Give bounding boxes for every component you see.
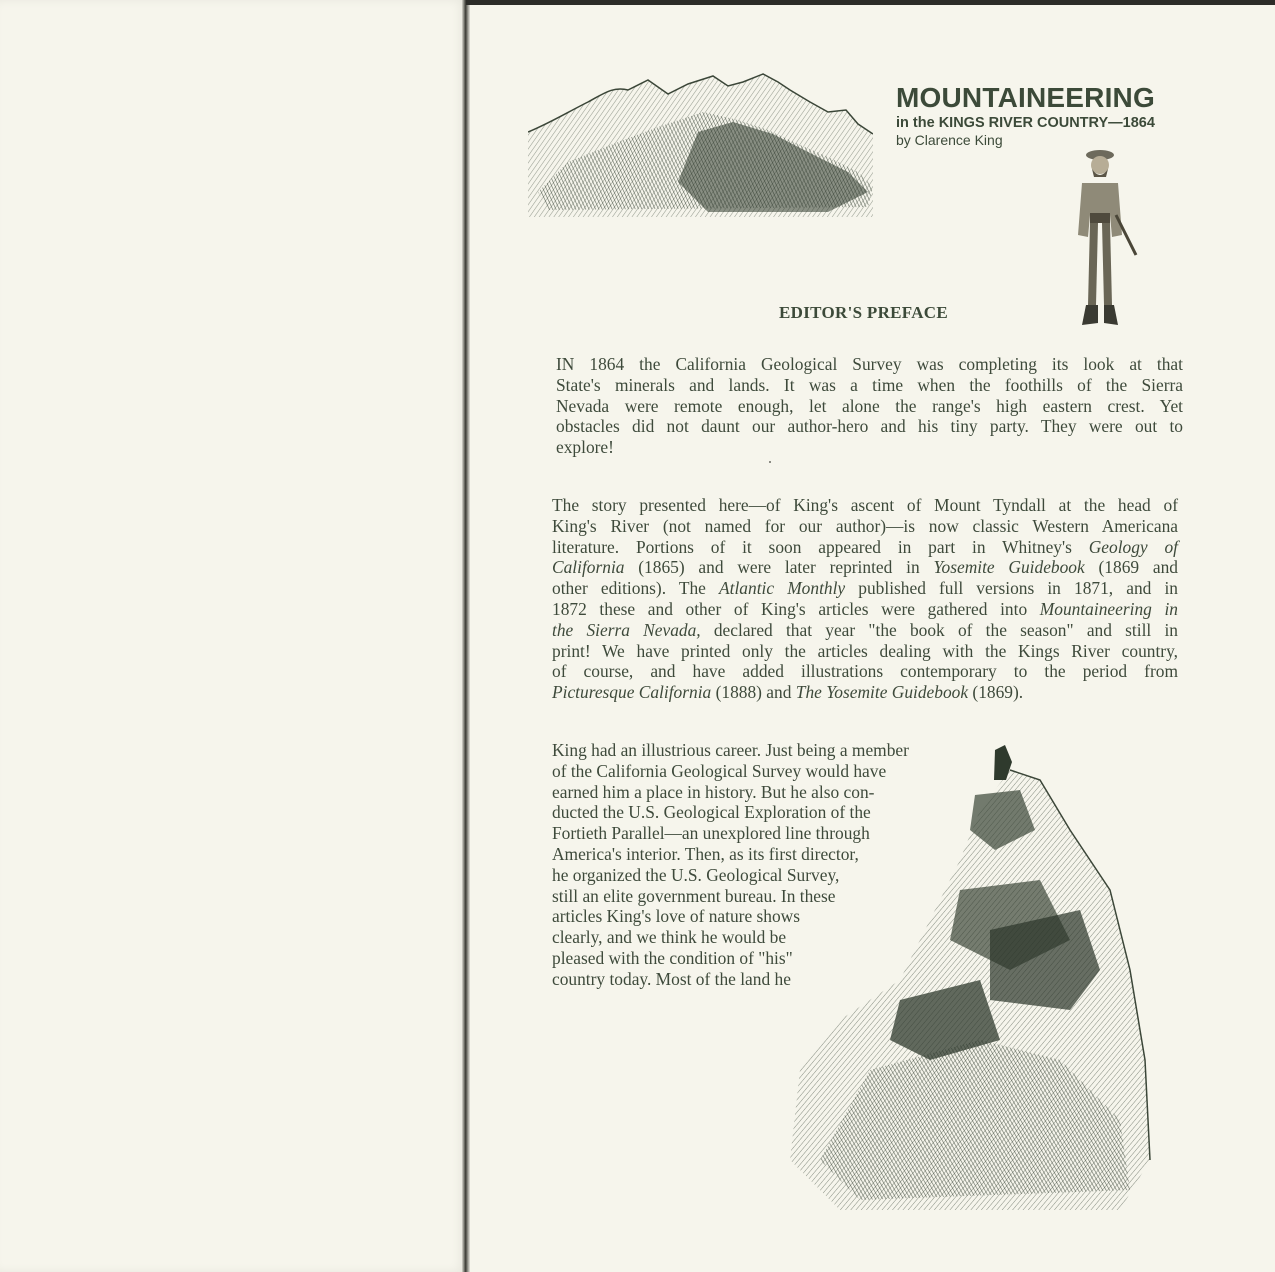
- text-line: clearly, and we think he would be: [552, 927, 787, 948]
- text-line: literature. Portions of it soon appeared in part in Whitney's Geology of: [552, 536, 1178, 557]
- text-line: pleased with the condition of "his": [552, 947, 793, 968]
- text-line: obstacles did not daunt our author-hero and his tiny party. They were out to: [556, 416, 1183, 437]
- text-line: still an elite government bureau. In these: [552, 885, 836, 906]
- text-line: America's interior. Then, as its first director,: [552, 843, 859, 864]
- portrait-illustration: [1060, 145, 1140, 330]
- text-line: the Sierra Nevada, declared that year "the book of the season" and still in: [552, 619, 1178, 640]
- book-subtitle: in the KINGS RIVER COUNTRY—1864: [896, 115, 1155, 131]
- text-line: King's River (not named for our author)—is now classic Western Americana: [552, 515, 1178, 536]
- text-line: of the California Geological Survey would have: [552, 760, 887, 781]
- text-line: State's minerals and lands. It was a time when the foothills of the Sierra: [556, 374, 1183, 395]
- book-title: MOUNTAINEERING: [896, 82, 1155, 113]
- text-line: Nevada were remote enough, let alone the range's high eastern crest. Yet: [556, 395, 1183, 416]
- text-line: explore!: [556, 437, 614, 458]
- book-gutter: [462, 0, 470, 1272]
- preface-paragraph-3: [552, 740, 909, 990]
- text-line: The story presented here—of King's ascent of Mount Tyndall at the head of: [552, 495, 1178, 515]
- text-line: California (1865) and were later reprinted in Yosemite Guidebook (1869 and: [552, 557, 1178, 578]
- text-line: of course, and have added illustrations contemporary to the period from: [552, 661, 1178, 682]
- text-line: he organized the U.S. Geological Survey,: [552, 864, 840, 885]
- text-line: Fortieth Parallel—an unexplored line through: [552, 823, 870, 844]
- text-line: country today. Most of the land he: [552, 968, 791, 989]
- paper-speck: [769, 461, 771, 463]
- preface-paragraph-1: [556, 354, 1183, 458]
- text-line: earned him a place in history. But he also con-: [552, 781, 875, 802]
- text-line: ducted the U.S. Geological Exploration of the: [552, 802, 871, 823]
- text-line: print! We have printed only the articles dealing with the Kings River country,: [552, 640, 1178, 661]
- section-heading: EDITOR'S PREFACE: [779, 303, 949, 322]
- text-line: articles King's love of nature shows: [552, 906, 800, 927]
- left-page-blank: [0, 0, 466, 1272]
- title-block: [896, 82, 1155, 149]
- text-line: IN 1864 the California Geological Survey was completing its look at that: [556, 354, 1183, 374]
- page-top-edge: [466, 0, 1275, 5]
- text-line: other editions). The Atlantic Monthly published full versions in 1871, and in: [552, 578, 1178, 599]
- text-line: Picturesque California (1888) and The Yosemite Guidebook (1869).: [552, 682, 1024, 703]
- text-line: 1872 these and other of King's articles were gathered into Mountaineering in: [552, 598, 1178, 619]
- preface-paragraph-2: [552, 495, 1178, 703]
- mountain-illustration: [528, 72, 873, 217]
- author-byline: by Clarence King: [896, 132, 1003, 148]
- text-line: King had an illustrious career. Just being a member: [552, 740, 909, 760]
